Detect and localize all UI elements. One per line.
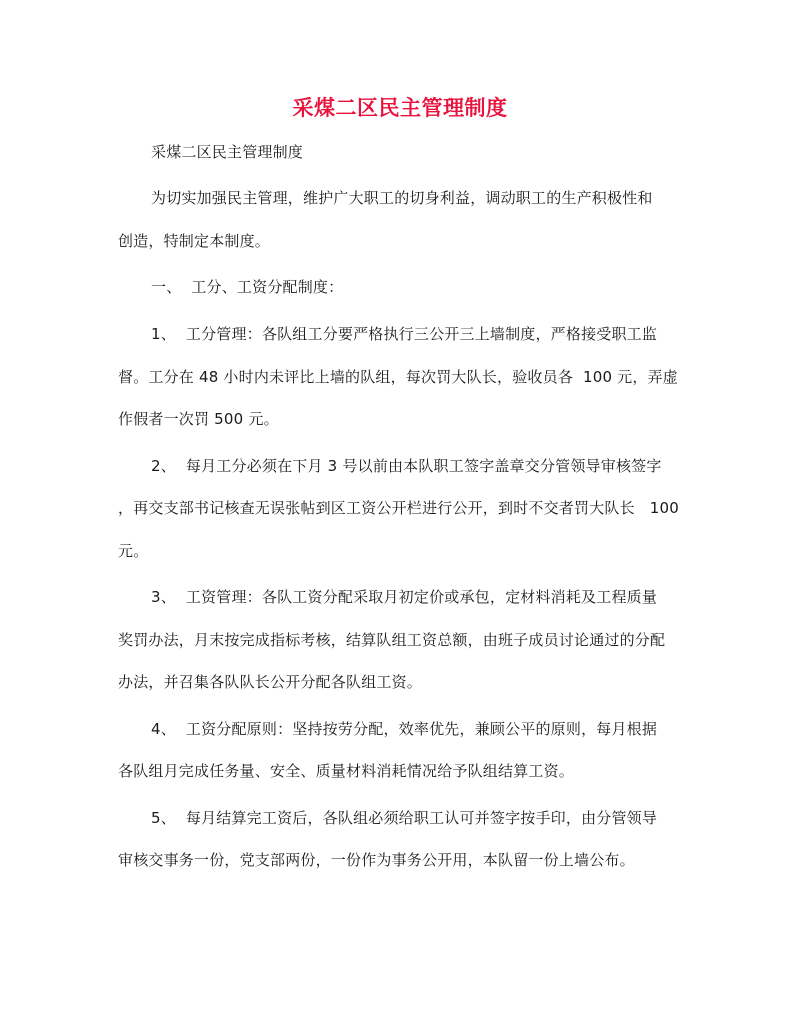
document-subtitle: 采煤二区民主管理制度 xyxy=(151,143,304,161)
item-line: 作假者一次罚 500 元。 xyxy=(118,410,279,428)
item-line: ，再交支部书记核查无误张帖到区工资公开栏进行公开，到时不交者罚大队长 100 xyxy=(118,499,679,517)
item-line: 办法，并召集各队队长公开分配各队组工资。 xyxy=(118,673,423,691)
document-title: 采煤二区民主管理制度 xyxy=(292,96,508,120)
item-line: 各队组月完成任务量、安全、质量材料消耗情况给予队组结算工资。 xyxy=(118,762,575,780)
item-line: 2、 每月工分必须在下月 3 号以前由本队职工签字盖章交分管领导审核签字 xyxy=(151,457,662,475)
item-line: 1、 工分管理：各队组工分要严格执行三公开三上墙制度，严格接受职工监 xyxy=(151,325,658,343)
intro-line: 创造，特制定本制度。 xyxy=(118,232,271,250)
item-line: 督。工分在 48 小时内未评比上墙的队组，每次罚大队长，验收员各 100 元，弄虚 xyxy=(118,368,678,386)
item-line: 5、 每月结算完工资后，各队组必须给职工认可并签字按手印，由分管领导 xyxy=(151,809,658,827)
intro-line: 为切实加强民主管理，维护广大职工的切身利益，调动职工的生产积极性和 xyxy=(151,189,653,207)
item-line: 3、 工资管理：各队工资分配采取月初定价或承包，定材料消耗及工程质量 xyxy=(151,588,658,606)
item-line: 奖罚办法，月末按完成指标考核，结算队组工资总额，由班子成员讨论通过的分配 xyxy=(118,631,666,649)
item-line: 审核交事务一份，党支部两份，一份作为事务公开用，本队留一份上墙公布。 xyxy=(118,851,635,869)
item-line: 元。 xyxy=(118,542,149,560)
section-heading: 一、 工分、工资分配制度： xyxy=(151,278,344,296)
item-line: 4、 工资分配原则：坚持按劳分配，效率优先，兼顾公平的原则，每月根据 xyxy=(151,720,658,738)
